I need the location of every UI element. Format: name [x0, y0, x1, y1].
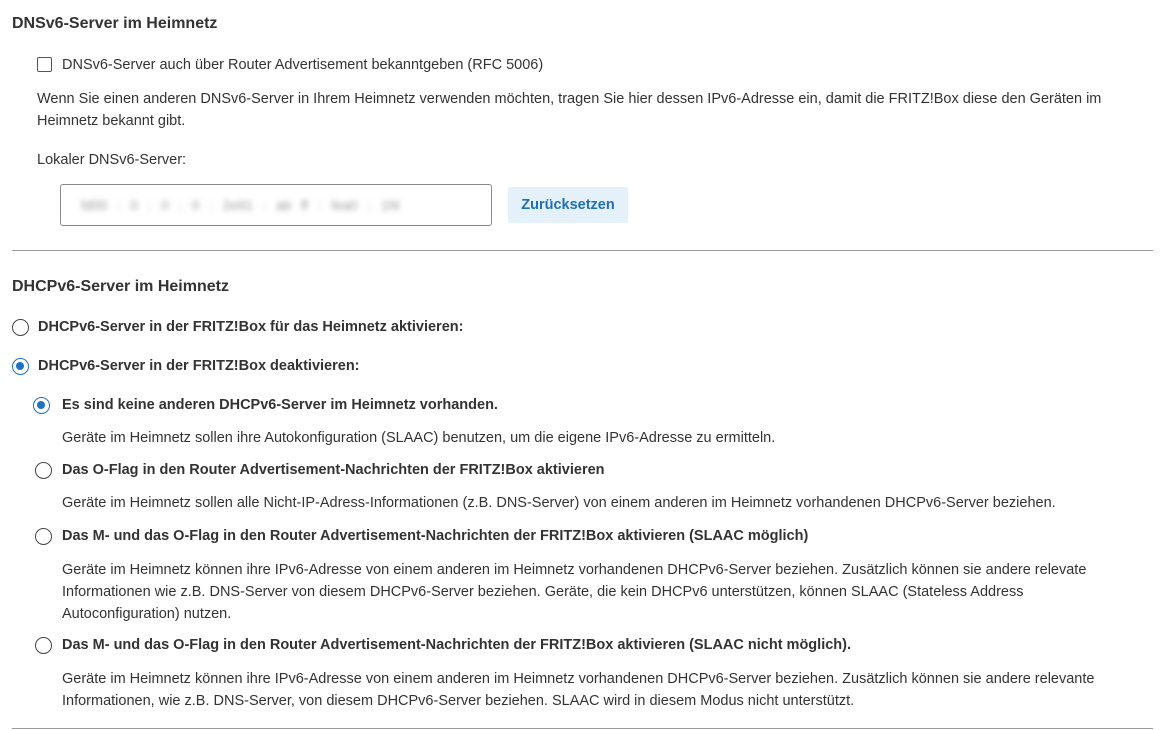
sub-option-mo-slaac-label: Das M- und das O-Flag in den Router Advertisement-Nachrichten der FRITZ!Box aktivieren (SLAAC möglich) [62, 528, 809, 544]
sub-option-mo-noslaac-desc-line1: Geräte im Heimnetz können ihre IPv6-Adresse von einem anderen im Heimnetz vorhandenen DHCPv6-Server beziehen. Zusätzlich können sie andere relevante [62, 671, 1095, 687]
reset-button[interactable]: Zurücksetzen [508, 187, 628, 223]
dhcp-deactivate-label: DHCPv6-Server in der FRITZ!Box deaktivieren: [38, 358, 360, 374]
sub-option-oflag-desc: Geräte im Heimnetz sollen alle Nicht-IP-Adress-Informationen (z.B. DNS-Server) von einem anderen im Heimnetz vorhandenen DHCPv6-Server beziehen. [62, 495, 1056, 511]
local-dns-input[interactable] [61, 185, 491, 225]
sub-option-none-radio[interactable] [33, 397, 50, 414]
dhcp-section-title: DHCPv6-Server im Heimnetz [12, 278, 229, 295]
local-dns-label: Lokaler DNSv6-Server: [37, 152, 187, 168]
dhcp-deactivate-radio[interactable] [12, 358, 29, 375]
dns-description-line1: Wenn Sie einen anderen DNSv6-Server in Ihrem Heimnetz verwenden möchten, tragen Sie hier dessen IPv6-Adresse ein, damit die FRITZ!Box diese den Geräten im [37, 91, 1102, 107]
section-divider [12, 250, 1153, 251]
dns-section-title: DNSv6-Server im Heimnetz [12, 15, 218, 32]
bottom-divider [12, 728, 1153, 729]
sub-option-oflag-radio[interactable] [35, 462, 52, 479]
sub-option-oflag-label: Das O-Flag in den Router Advertisement-Nachrichten der FRITZ!Box aktivieren [62, 462, 605, 478]
sub-option-mo-slaac-desc-line3: Autoconfiguration) nutzen. [62, 606, 232, 622]
dns-ra-checkbox-label: DNSv6-Server auch über Router Advertisement bekanntgeben (RFC 5006) [62, 57, 544, 73]
sub-option-mo-noslaac-label: Das M- und das O-Flag in den Router Advertisement-Nachrichten der FRITZ!Box aktivieren (SLAAC nicht möglich). [62, 637, 851, 653]
local-dns-input-wrapper [60, 184, 492, 226]
sub-option-mo-slaac-radio[interactable] [35, 528, 52, 545]
dhcp-activate-radio[interactable] [12, 319, 29, 336]
sub-option-none-desc: Geräte im Heimnetz sollen ihre Autokonfiguration (SLAAC) benutzen, um die eigene IPv6-Adresse zu ermitteln. [62, 430, 776, 446]
dns-ra-checkbox[interactable] [37, 57, 52, 72]
sub-option-none-label: Es sind keine anderen DHCPv6-Server im Heimnetz vorhanden. [62, 397, 498, 413]
sub-option-mo-noslaac-desc-line2: Informationen, wie z.B. DNS-Server, von diesem DHCPv6-Server beziehen. SLAAC wird in diesem Modus nicht unterstützt. [62, 693, 855, 709]
sub-option-mo-slaac-desc-line1: Geräte im Heimnetz können ihre IPv6-Adresse von einem anderen im Heimnetz vorhandenen DHCPv6-Server beziehen. Zusätzlich können sie andere relevate [62, 562, 1087, 578]
radio-selected-dot [37, 401, 45, 409]
sub-option-mo-slaac-desc-line2: Informationen wie z.B. DNS-Server von diesem DHCPv6-Server beziehen. Geräte, die kein DHCPv6 unterstützen, können SLAAC (Stateless Address [62, 584, 1024, 600]
radio-selected-dot [16, 362, 24, 370]
dhcp-activate-label: DHCPv6-Server in der FRITZ!Box für das Heimnetz aktivieren: [38, 319, 464, 335]
sub-option-mo-noslaac-radio[interactable] [35, 637, 52, 654]
dns-description-line2: Heimnetz bekannt gibt. [37, 113, 186, 129]
